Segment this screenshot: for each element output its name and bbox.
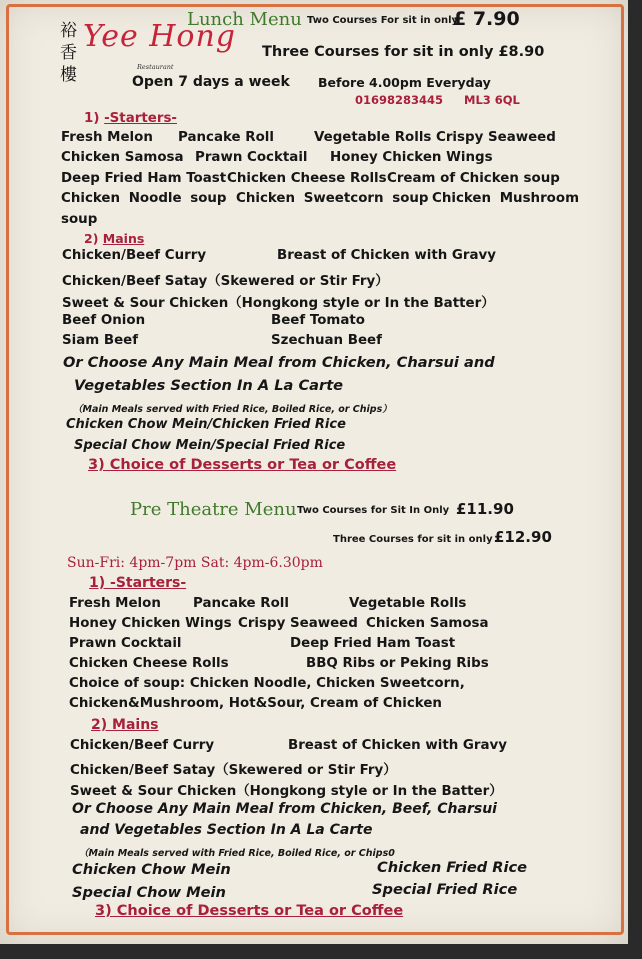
theatre-three-courses: Three Courses for sit in only (333, 534, 493, 545)
lunch-three-courses: Three Courses for sit in only £8.90 (262, 44, 545, 60)
lunch-main-item: Chicken/Beef Curry (62, 248, 207, 263)
theatre-fried-rice: Chicken Fried Rice (377, 859, 528, 876)
theatre-starter-item: Fresh Melon (69, 596, 161, 611)
theatre-price-two: £11.90 (456, 500, 514, 518)
theatre-served-note: （Main Meals served with Fried Rice, Boiled Rice, or Chips0 (79, 848, 395, 859)
lunch-starter-item: Deep Fried Ham Toast (61, 171, 227, 186)
theatre-two-courses: Two Courses for Sit In Only (297, 505, 450, 516)
lunch-main-item: Beef Tomato (271, 313, 366, 328)
theatre-desserts: 3) Choice of Desserts or Tea or Coffee (95, 903, 404, 919)
theatre-main-item: Chicken/Beef Satay（Skewered or Stir Fry） (70, 763, 397, 778)
lunch-choose-line1: Or Choose Any Main Meal from Chicken, Charsui and (63, 354, 495, 371)
lunch-starter-item: Chicken Cheese Rolls (227, 171, 387, 186)
theatre-main-item: Breast of Chicken with Gravy (288, 738, 508, 753)
phone-number: 01698283445 (355, 93, 444, 107)
lunch-main-item: Sweet & Sour Chicken（Hongkong style or In the Batter） (62, 296, 495, 311)
logo-subtitle: Restaurant (137, 63, 174, 71)
theatre-main-item: Sweet & Sour Chicken（Hongkong style or In the Batter） (70, 784, 503, 799)
theatre-chow-mein: Chicken Chow Mein (72, 861, 231, 878)
theatre-starter-item: Prawn Cocktail (69, 636, 182, 651)
lunch-starter-item: Vegetable Rolls (314, 130, 432, 145)
lunch-starter-item: Chicken Noodle soup (61, 191, 227, 206)
theatre-main-item: Chicken/Beef Curry (70, 738, 215, 753)
lunch-served-note: （Main Meals served with Fried Rice, Boiled Rice, or Chips） (73, 404, 392, 415)
theatre-hours: Sun-Fri: 4pm-7pm Sat: 4pm-6.30pm (67, 555, 323, 571)
lunch-open: Open 7 days a week (132, 74, 290, 90)
lunch-starter-item: Fresh Melon (61, 130, 153, 145)
lunch-starter-item: Crispy Seaweed (436, 130, 556, 145)
lunch-main-item: Breast of Chicken with Gravy (277, 248, 497, 263)
theatre-price-three: £12.90 (494, 528, 552, 546)
lunch-starters-heading (84, 111, 177, 126)
lunch-before: Before 4.00pm Everyday (318, 75, 491, 90)
lunch-special: Special Chow Mein/Special Fried Rice (74, 438, 346, 453)
lunch-starter-item: Chicken Mushroom (432, 191, 580, 206)
theatre-starter-item: Chicken Cheese Rolls (69, 656, 229, 671)
lunch-starter-item: Prawn Cocktail (195, 150, 308, 165)
theatre-soup-line1: Choice of soup: Chicken Noodle, Chicken Sweetcorn, (69, 676, 465, 691)
lunch-title: Lunch Menu (187, 9, 302, 30)
theatre-starter-item: Crispy Seaweed (238, 616, 358, 631)
theatre-choose-line2: and Vegetables Section In A La Carte (80, 822, 373, 838)
theatre-choose-line1: Or Choose Any Main Meal from Chicken, Beef, Charsui (72, 801, 497, 817)
lunch-starter-item: Pancake Roll (178, 130, 274, 145)
postcode: ML3 6QL (464, 93, 520, 107)
lunch-main-item: Szechuan Beef (271, 333, 382, 348)
theatre-mains-heading: 2) Mains (91, 717, 159, 733)
theatre-starter-item: Honey Chicken Wings (69, 616, 232, 631)
theatre-starter-item: Pancake Roll (193, 596, 289, 611)
logo-script: Yee Hong (83, 19, 236, 54)
lunch-mains-label: Mains (102, 231, 145, 246)
theatre-starter-item: BBQ Ribs or Peking Ribs (306, 656, 489, 671)
theatre-starter-item: Chicken Samosa (366, 616, 489, 631)
lunch-starter-item: Honey Chicken Wings (330, 150, 493, 165)
lunch-mains-heading (84, 231, 144, 246)
lunch-starters-label: -Starters- (104, 111, 177, 126)
lunch-two-courses: Two Courses For sit in only (307, 15, 459, 26)
lunch-starter-item: soup (61, 212, 98, 227)
theatre-starter-item: Deep Fried Ham Toast (290, 636, 456, 651)
theatre-title: Pre Theatre Menu (130, 499, 297, 520)
theatre-starters-heading: 1) -Starters- (89, 575, 187, 591)
lunch-mains-number: 2) (84, 231, 99, 246)
lunch-starter-item: Cream of Chicken soup (387, 171, 560, 186)
logo-chinese-characters: 裕 香 樓 (60, 21, 77, 85)
lunch-choose-line2: Vegetables Section In A La Carte (74, 377, 344, 394)
theatre-special-fried: Special Fried Rice (372, 881, 518, 898)
lunch-price-two: £ 7.90 (453, 8, 520, 30)
lunch-main-item: Siam Beef (62, 333, 139, 348)
theatre-soup-line2: Chicken&Mushroom, Hot&Sour, Cream of Chicken (69, 696, 442, 711)
lunch-chow-mein: Chicken Chow Mein/Chicken Fried Rice (66, 417, 346, 432)
lunch-starter-item: Chicken Sweetcorn soup (236, 191, 429, 206)
lunch-desserts: 3) Choice of Desserts or Tea or Coffee (88, 457, 397, 473)
lunch-starter-item: Chicken Samosa (61, 150, 184, 165)
theatre-starter-item: Vegetable Rolls (349, 596, 467, 611)
lunch-starters-number: 1) (84, 111, 100, 126)
lunch-main-item: Beef Onion (62, 313, 146, 328)
theatre-special-chow: Special Chow Mein (72, 884, 226, 901)
lunch-main-item: Chicken/Beef Satay（Skewered or Stir Fry） (62, 274, 389, 289)
